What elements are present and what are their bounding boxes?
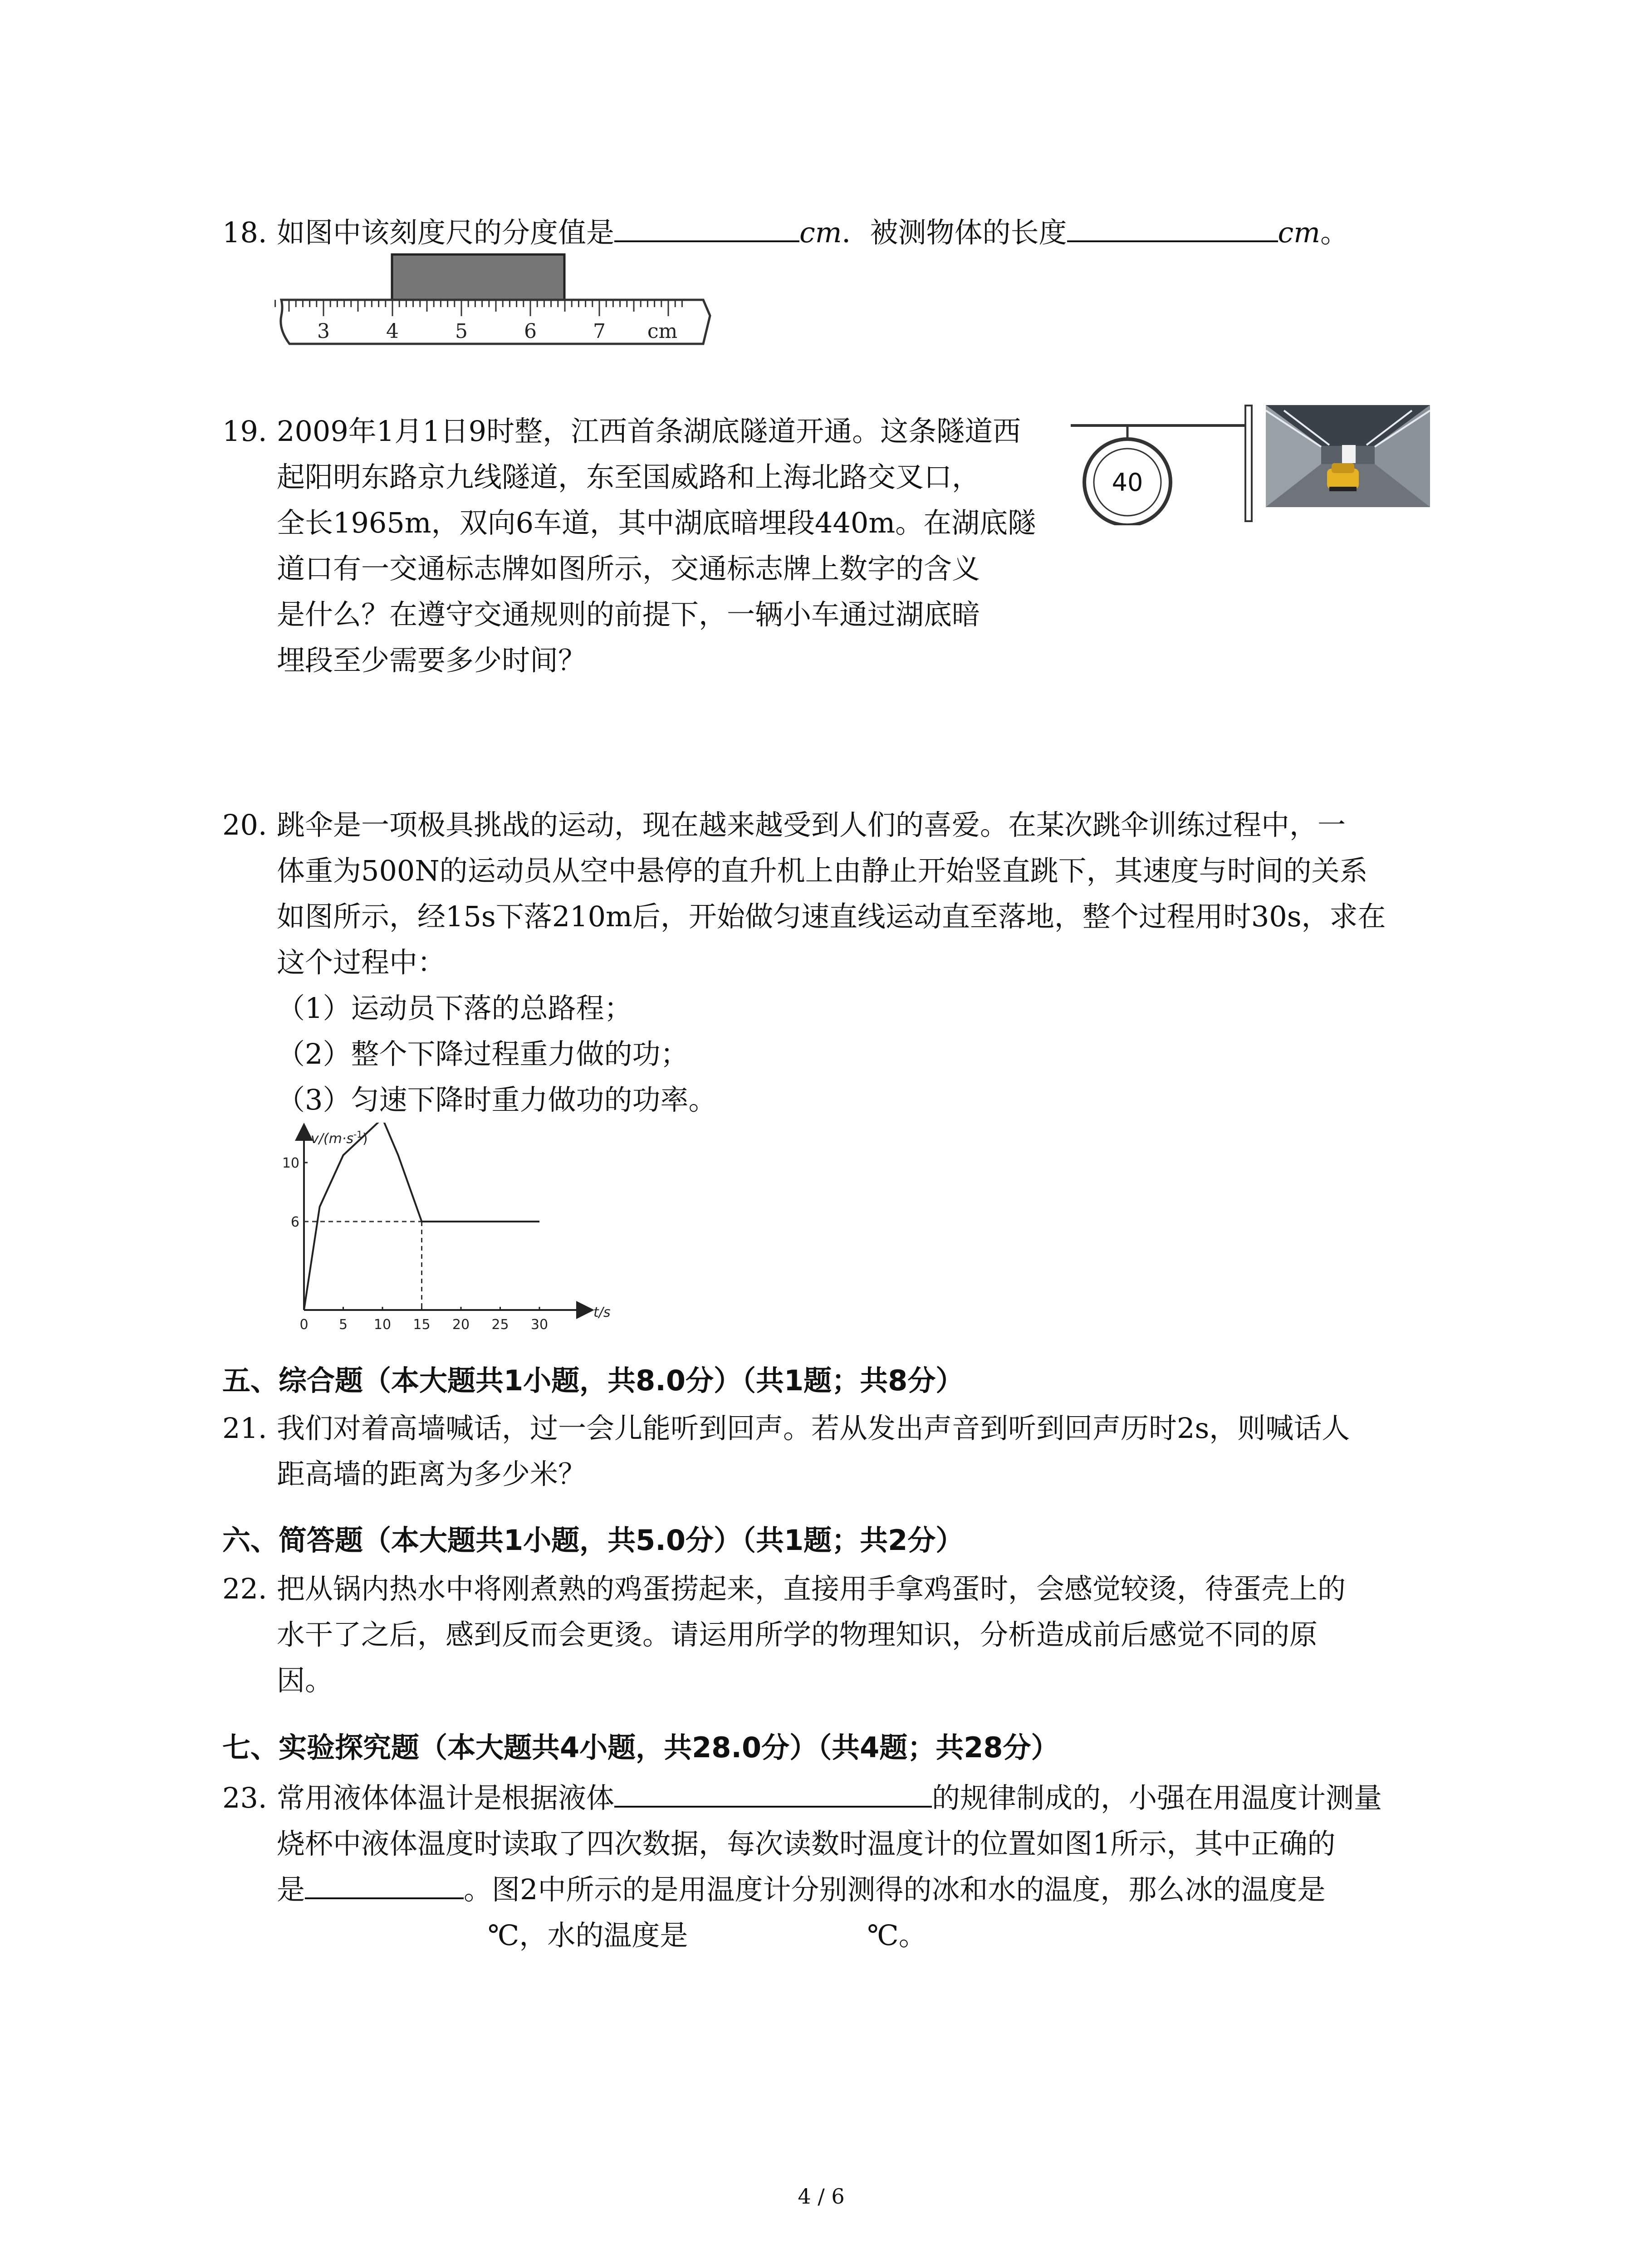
q18-end: 。: [1320, 216, 1349, 249]
x-tick-label: 25: [491, 1317, 509, 1331]
sign-post: [1245, 406, 1252, 521]
q19-line-4: 道口有一交通标志牌如图所示，交通标志牌上数字的含义: [277, 552, 980, 585]
x-tick-label: 15: [413, 1317, 431, 1331]
q18-part2: ．被测物体的长度: [842, 216, 1067, 249]
x-tick-label: 20: [452, 1317, 470, 1331]
graph-ticks: [282, 1155, 548, 1331]
q22-line-1: 把从锅内热水中将刚煮熟的鸡蛋捞起来，直接用手拿鸡蛋时，会感觉较烫，待蛋壳上的: [277, 1572, 1346, 1605]
measured-object: [392, 254, 564, 300]
q20-subquestions: [277, 985, 716, 1123]
q19-line-3: 全长1965m，双向6车道，其中湖底暗埋段440m。在湖底隧: [277, 506, 1036, 539]
q20-line-4: 这个过程中：: [277, 946, 446, 979]
q21-text: [277, 1405, 1350, 1497]
section-7-title: 七、实验探究题（本大题共4小题，共28.0分）（共4题；共28分）: [222, 1731, 1059, 1764]
q19-line-6: 埋段至少需要多少时间？: [277, 644, 587, 677]
q23-line-4b: ℃。: [867, 1919, 927, 1952]
q23-line-1: [277, 1775, 1382, 1821]
ruler-label-3: 3: [317, 320, 330, 343]
q23-blank-1[interactable]: [614, 1777, 932, 1808]
q21-number: 21.: [222, 1412, 267, 1445]
q20-sub-1: （1）运动员下落的总路程；: [277, 992, 632, 1025]
q18-unit1: cm: [799, 216, 842, 249]
q20-sub-2: （2）整个下降过程重力做的功；: [277, 1037, 689, 1070]
section-5-title: 五、综合题（本大题共1小题，共8.0分）（共1题；共8分）: [222, 1364, 964, 1397]
q20-text: [277, 802, 1386, 985]
q23-line-3a: 是: [277, 1873, 305, 1906]
graph-x-label: t/s: [593, 1305, 611, 1320]
q23-line-1b: 的规律制成的，小强在用温度计测量: [932, 1781, 1382, 1814]
x-tick-label: 30: [530, 1317, 549, 1331]
y-tick-label: 6: [290, 1214, 299, 1230]
q20-line-3: 如图所示，经15s下落210m后，开始做匀速直线运动直至落地，整个过程用时30s，求在: [277, 900, 1386, 933]
ruler-label-7: 7: [593, 320, 606, 343]
speed-limit-value: 40: [1112, 468, 1143, 497]
q23-line-3b: 。图2中所示的是用温度计分别测得的冰和水的温度，那么冰的温度是: [464, 1873, 1326, 1906]
q18-blank-1[interactable]: [614, 211, 799, 242]
q18-unit2: cm: [1278, 216, 1321, 249]
graph-guides: [304, 1222, 422, 1310]
q18-number: 18.: [222, 216, 267, 249]
q23-text: [277, 1775, 1382, 1958]
q23-line-4a: ℃，水的温度是: [488, 1919, 688, 1952]
ruler-figure: [272, 252, 717, 354]
q23-line-4: [277, 1912, 1382, 1958]
page-number: 4 / 6: [798, 2184, 845, 2209]
q21-line-1: 我们对着高墙喊话，过一会儿能听到回声。若从发出声音到听到回声历时2s，则喊话人: [277, 1412, 1350, 1445]
graph-y-label: $v/(m\cdot s^{-1})$: [311, 1129, 368, 1147]
q20-line-2: 体重为500N的运动员从空中悬停的直升机上由静止开始竖直跳下，其速度与时间的关系: [277, 854, 1368, 887]
q21-line-2: 距高墙的距离为多少米？: [277, 1457, 587, 1491]
q23-line-2: 烧杯中液体温度时读取了四次数据，每次读数时温度计的位置如图1所示，其中正确的: [277, 1827, 1336, 1860]
q23-number: 23.: [222, 1781, 267, 1814]
q19-line-5: 是什么？在遵守交通规则的前提下，一辆小车通过湖底暗: [277, 598, 980, 631]
q23-line-3: [277, 1867, 1382, 1912]
q18-blank-2[interactable]: [1067, 211, 1278, 242]
ruler-label-5: 5: [455, 320, 468, 343]
x-tick-label: 10: [373, 1317, 392, 1331]
ruler-label-unit: cm: [647, 320, 678, 343]
q20-number: 20.: [222, 808, 267, 841]
tunnel-photo: [1266, 405, 1430, 507]
x-tick-label: 5: [338, 1317, 348, 1331]
q20-line-1: 跳伞是一项极具挑战的运动，现在越来越受到人们的喜爱。在某次跳伞训练过程中，一: [277, 808, 1346, 841]
q23-line-1a: 常用液体体温计是根据液体: [277, 1781, 615, 1814]
q22-text: [277, 1566, 1346, 1703]
ruler-label-4: 4: [386, 320, 399, 343]
q22-line-3: 因。: [277, 1664, 333, 1697]
q19-number: 19.: [222, 415, 267, 448]
q22-line-2: 水干了之后，感到反而会更烫。请运用所学的物理知识，分析造成前后感觉不同的原: [277, 1618, 1318, 1651]
y-tick-label: 10: [282, 1155, 299, 1171]
q18-text: [277, 210, 1348, 255]
q19-line-1: 2009年1月1日9时整，江西首条湖底隧道开通。这条隧道西: [277, 415, 1021, 448]
x-tick-label: 0: [299, 1317, 309, 1331]
q18-part1: 如图中该刻度尺的分度值是: [277, 216, 615, 249]
traffic-sign-figure: [1071, 403, 1261, 525]
section-6-title: 六、简答题（本大题共1小题，共5.0分）（共1题；共2分）: [222, 1524, 964, 1557]
q19-line-2: 起阳明东路京九线隧道，东至国威路和上海北路交叉口，: [277, 460, 980, 494]
velocity-time-graph: [254, 1123, 626, 1331]
q20-sub-3: （3）匀速下降时重力做功的功率。: [277, 1083, 717, 1116]
q19-text: [277, 408, 1036, 683]
ruler-label-6: 6: [524, 320, 537, 343]
q22-number: 22.: [222, 1572, 267, 1605]
q23-blank-2[interactable]: [305, 1868, 464, 1899]
